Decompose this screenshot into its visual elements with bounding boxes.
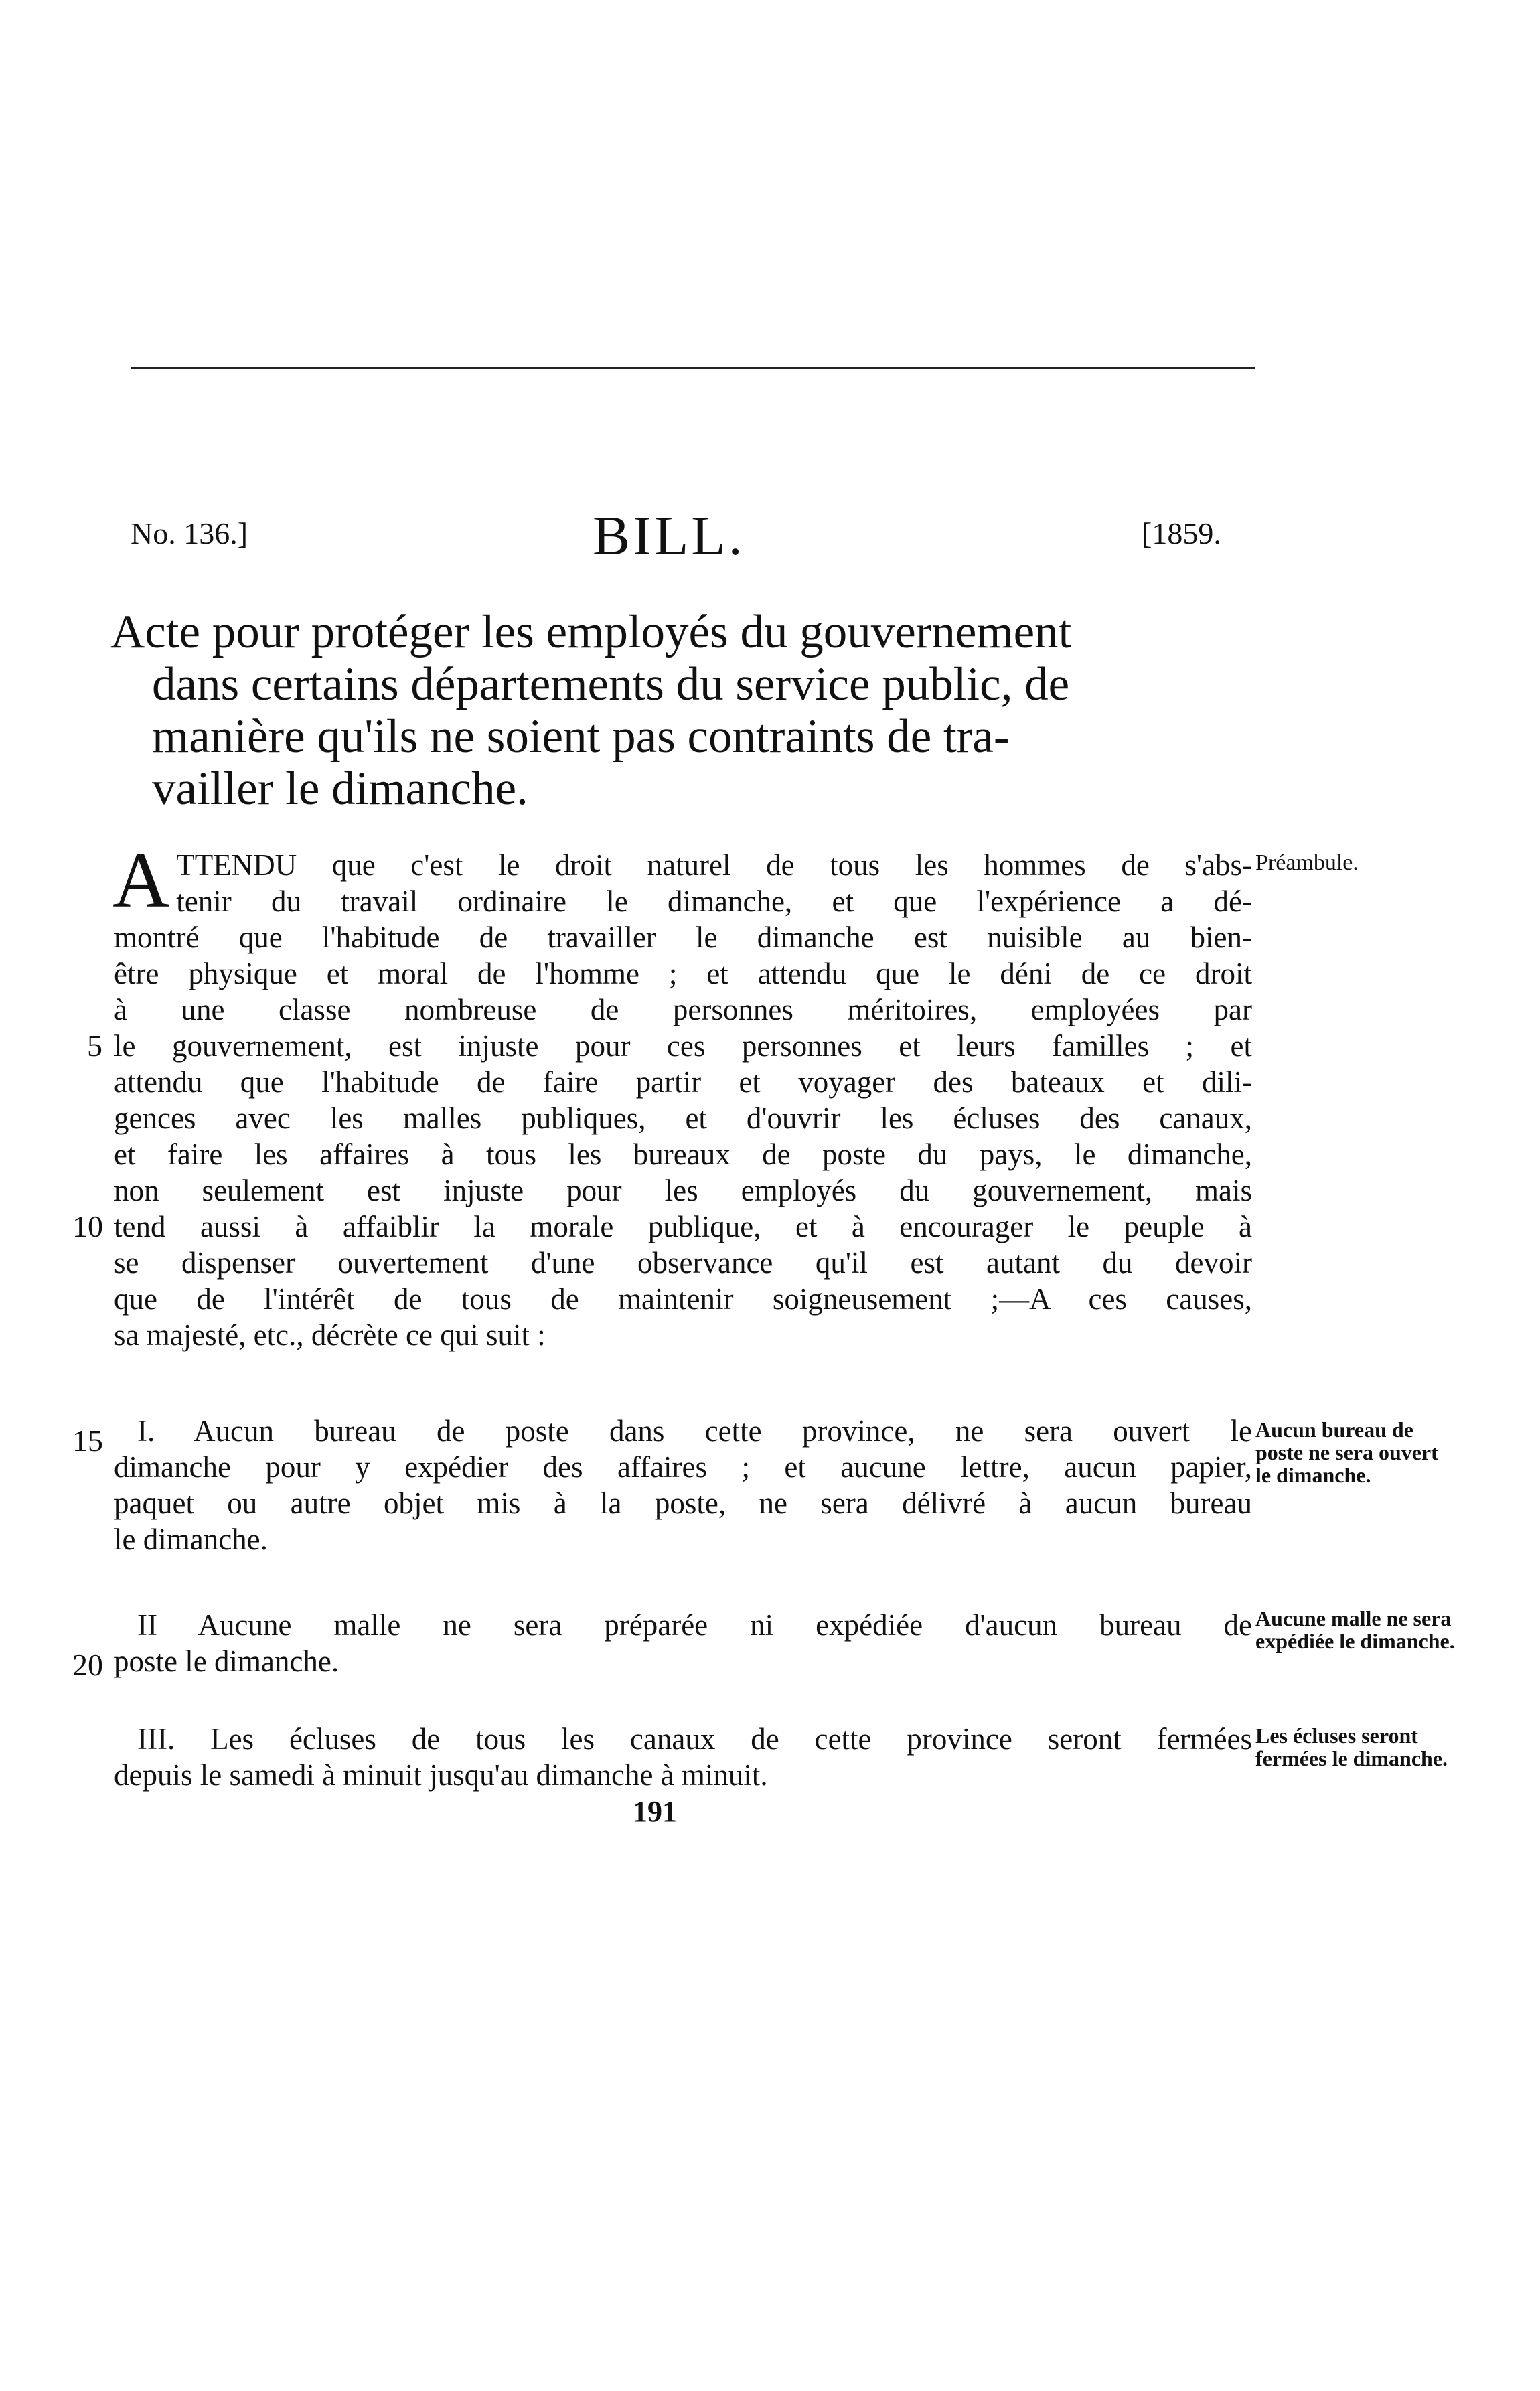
section-line: I. Aucun bureau de poste dans cette province, ne sera ouvert le bbox=[137, 1414, 1252, 1448]
act-title bbox=[110, 606, 1249, 815]
margin-note-section-1: Aucun bureau de poste ne sera ouvert le dimanche. bbox=[1255, 1417, 1438, 1487]
preamble-line: montré que l'habitude de travailler le dimanche est nuisible au bien- bbox=[114, 921, 1252, 954]
section-line: paquet ou autre objet mis à la poste, ne sera délivré à aucun bureau bbox=[114, 1486, 1252, 1520]
preamble-line: gences avec les malles publiques, et d'ouvrir les écluses des canaux, bbox=[114, 1101, 1252, 1135]
line-number: 5 bbox=[87, 1028, 102, 1063]
preamble bbox=[112, 836, 1252, 1353]
preamble-line: être physique et moral de l'homme ; et attendu que le déni de ce droit bbox=[114, 957, 1252, 990]
bill-year: [1859. bbox=[1142, 516, 1221, 550]
margin-note-section-2: Aucune malle ne sera expédiée le dimanche. bbox=[1255, 1606, 1455, 1653]
title-line: vailler le dimanche. bbox=[152, 763, 528, 815]
section-1 bbox=[114, 1413, 1252, 1557]
preamble-line: à une classe nombreuse de personnes méritoires, employées par bbox=[114, 993, 1252, 1026]
preamble-line: le gouvernement, est injuste pour ces personnes et leurs familles ; et bbox=[114, 1029, 1252, 1063]
preamble-line: sa majesté, etc., décrète ce qui suit : bbox=[114, 1318, 546, 1352]
title-line: manière qu'ils ne soient pas contraints de tra- bbox=[152, 710, 1010, 763]
drop-cap: A bbox=[112, 836, 170, 924]
preamble-line: tenir du travail ordinaire le dimanche, et que l'expérience a dé- bbox=[176, 884, 1252, 918]
preamble-line: se dispenser ouvertement d'une observance qu'il est autant du devoir bbox=[114, 1246, 1252, 1280]
margin-note-section-3: Les écluses seront fermées le dimanche. bbox=[1255, 1723, 1448, 1770]
line-number: 15 bbox=[72, 1423, 103, 1458]
section-line: le dimanche. bbox=[114, 1523, 268, 1556]
margin-note-preamble: Préambule. bbox=[1255, 850, 1359, 875]
preamble-line: tend aussi à affaiblir la morale publique, et à encourager le peuple à bbox=[114, 1210, 1252, 1243]
line-number: 20 bbox=[72, 1648, 103, 1682]
top-rule bbox=[131, 367, 1255, 369]
line-number: 10 bbox=[72, 1209, 103, 1243]
preamble-line: TTENDU que c'est le droit naturel de tous les hommes de s'abs- bbox=[176, 848, 1252, 882]
title-line: dans certains départements du service public, de bbox=[152, 658, 1070, 710]
section-line: poste le dimanche. bbox=[114, 1644, 339, 1678]
section-line: III. Les écluses de tous les canaux de cette province seront fermées bbox=[137, 1722, 1252, 1756]
preamble-line: attendu que l'habitude de faire partir et voyager des bateaux et dili- bbox=[114, 1065, 1252, 1099]
preamble-line: que de l'intérêt de tous de maintenir soigneusement ;—A ces causes, bbox=[114, 1282, 1252, 1316]
bill-number: No. 136.] bbox=[131, 516, 248, 550]
bill-heading: BILL. bbox=[593, 505, 745, 567]
page-number: 191 bbox=[633, 1795, 677, 1828]
section-line: II Aucune malle ne sera préparée ni expédiée d'aucun bureau de bbox=[137, 1608, 1252, 1642]
section-line: dimanche pour y expédier des affaires ; et aucune lettre, aucun papier, bbox=[114, 1450, 1252, 1484]
title-line: Acte pour protéger les employés du gouvernement bbox=[110, 606, 1072, 658]
preamble-line: non seulement est injuste pour les employés du gouvernement, mais bbox=[114, 1174, 1252, 1207]
section-2 bbox=[114, 1607, 1252, 1679]
section-3 bbox=[114, 1721, 1252, 1793]
preamble-line: et faire les affaires à tous les bureaux de poste du pays, le dimanche, bbox=[114, 1138, 1252, 1171]
section-line: depuis le samedi à minuit jusqu'au dimanche à minuit. bbox=[114, 1758, 768, 1792]
